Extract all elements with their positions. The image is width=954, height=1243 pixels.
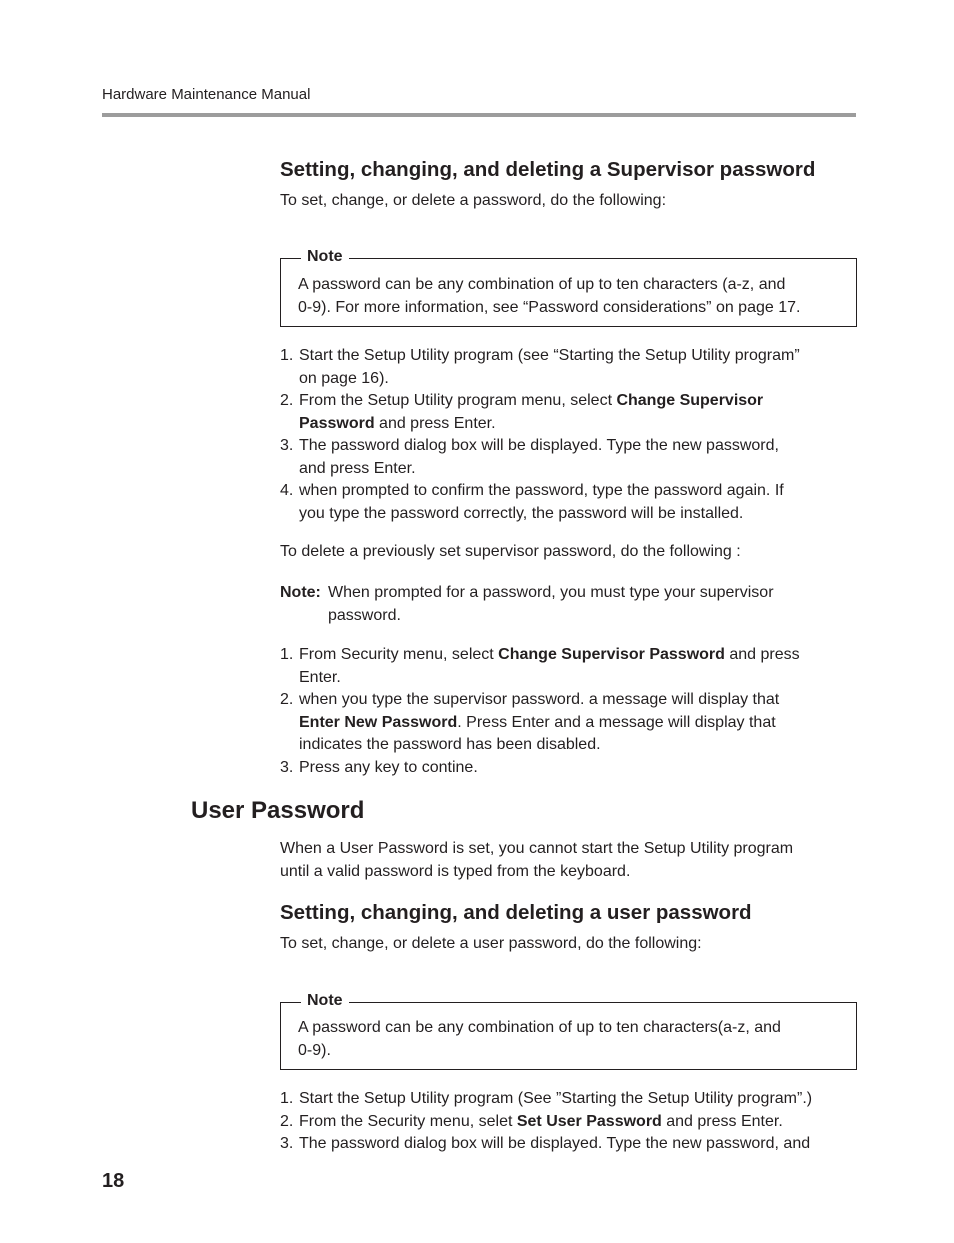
note-text [298,274,800,319]
page-number: 18 [102,1170,125,1192]
step-number: 4. [280,482,294,499]
step-text-part: and press [724,646,800,663]
step-text: Start the Setup Utility program (see “Starting the Setup Utility program” [299,347,800,364]
note-title: Note [301,248,349,266]
user-intro [280,838,793,883]
list-item [280,480,860,525]
menu-option: Change Supervisor Password [498,646,725,663]
list-item [280,644,860,689]
note-line: 0-9). [298,1041,331,1059]
menu-option: Change Supervisor [616,392,764,409]
step-text [299,413,860,436]
list-item [280,1088,860,1111]
list-item [280,1133,860,1156]
user-steps [280,1088,860,1156]
step-text: and press Enter. [299,459,416,477]
note-line: A password can be any combination of up to ten characters (a-z, and [298,276,786,293]
step-text: Enter. [299,668,341,686]
menu-option: Set User Password [516,1112,662,1130]
supervisor-steps [280,345,860,525]
list-item [280,1111,860,1134]
step-text: Start the Setup Utility program (See ”Starting the Setup Utility program”.) [299,1090,813,1107]
list-item [280,689,860,757]
step-text-part: and press Enter. [374,414,496,432]
supervisor-intro: To set, change, or delete a password, do the following: [280,192,667,209]
step-number: 2. [280,691,294,708]
step-text: The password dialog box will be displayed. Type the new password, and [299,1135,811,1152]
step-text: on page 16). [299,369,389,387]
user-note-box [280,992,857,1070]
step-text: when you type the supervisor password. a message will display that [299,691,780,708]
step-text [299,644,860,667]
user-intro-line: When a User Password is set, you cannot start the Setup Utility program [280,840,794,857]
step-text-part: From the Setup Utility program menu, select [299,392,617,409]
message-text: Enter New Password [299,713,458,731]
list-item [280,390,860,435]
step-text [299,712,860,735]
supervisor-heading: Setting, changing, and deleting a Supervisor password [280,158,816,181]
step-text: Press any key to contine. [299,758,478,776]
menu-option: Password [299,414,375,432]
running-header: Hardware Maintenance Manual [102,86,311,103]
step-number: 3. [280,437,294,454]
step-text [299,390,860,413]
delete-steps [280,644,860,779]
step-number: 1. [280,347,294,364]
step-text: when prompted to confirm the password, type the password again. If [299,482,784,499]
user-subheading: Setting, changing, and deleting a user password [280,901,752,924]
delete-note-text [328,582,774,627]
step-number: 2. [280,1112,294,1130]
delete-note-line: When prompted for a password, you must type your supervisor [328,584,774,601]
header-divider [102,113,856,117]
step-text [299,1111,860,1134]
delete-intro: To delete a previously set supervisor password, do the following : [280,543,741,560]
step-number: 2. [280,392,294,409]
list-item [280,345,860,390]
step-number: 3. [280,758,294,776]
note-line: 0-9). For more information, see “Password considerations” on page 17. [298,298,801,316]
step-text-part: From the Security menu, selet [299,1112,517,1130]
step-text: you type the password correctly, the password will be installed. [299,504,744,522]
note-title: Note [301,992,349,1010]
step-number: 3. [280,1135,294,1152]
delete-note-label: Note: [280,584,321,601]
user-intro-line: until a valid password is typed from the keyboard. [280,862,631,880]
step-text: The password dialog box will be displayed. Type the new password, [299,437,779,454]
step-text-part: and press Enter. [661,1112,783,1130]
delete-note-line: password. [328,606,401,624]
note-text [298,1017,781,1062]
note-line: A password can be any combination of up to ten characters(a-z, and [298,1019,781,1036]
list-item [280,435,860,480]
supervisor-note-box [280,248,857,327]
step-number: 1. [280,1090,294,1107]
user-password-heading: User Password [191,797,365,824]
step-number: 1. [280,646,294,663]
user-sub-intro: To set, change, or delete a user password, do the following: [280,935,702,952]
list-item [280,757,860,780]
step-text-part: From Security menu, select [299,646,499,663]
step-text: indicates the password has been disabled. [299,736,601,753]
step-text-part: . Press Enter and a message will display that [457,713,776,731]
